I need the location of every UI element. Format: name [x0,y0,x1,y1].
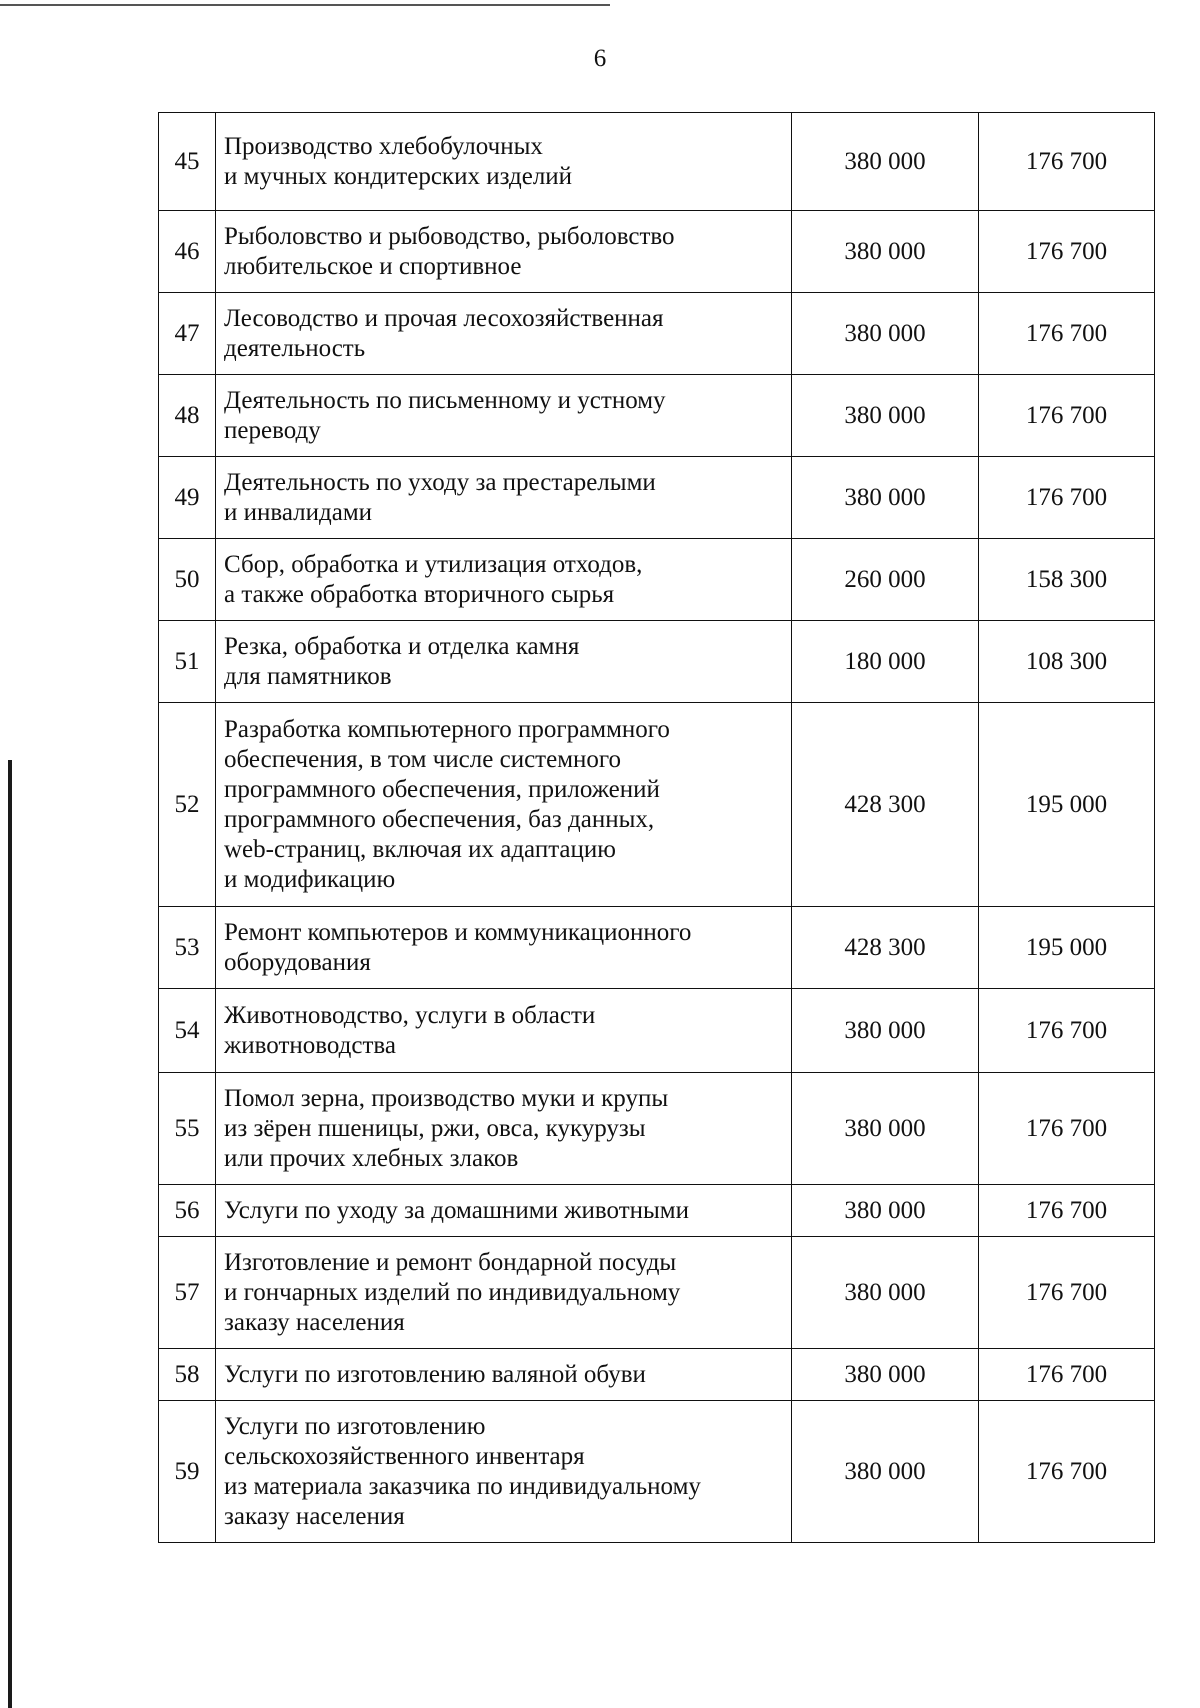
table-row [159,1401,1155,1543]
value-column-2: 176 700 [979,293,1155,375]
value-column-2: 176 700 [979,211,1155,293]
activity-name: Услуги по изготовлению валяной обуви [216,1349,792,1401]
page-number: 6 [593,45,607,72]
activity-name: Животноводство, услуги в области животноводства [216,989,792,1073]
value-column-1: 380 000 [792,989,979,1073]
value-column-2: 176 700 [979,457,1155,539]
row-number: 48 [159,375,216,457]
tariff-table [158,112,1155,1543]
value-column-1: 380 000 [792,1237,979,1349]
value-column-2: 176 700 [979,1073,1155,1185]
table-row [159,539,1155,621]
row-number: 58 [159,1349,216,1401]
value-column-2: 195 000 [979,907,1155,989]
value-column-2: 176 700 [979,375,1155,457]
table-row [159,1185,1155,1237]
value-column-2: 195 000 [979,703,1155,907]
value-column-1: 380 000 [792,293,979,375]
activity-name: Помол зерна, производство муки и крупы из зёрен пшеницы, ржи, овса, кукурузы или прочих хлебных злаков [216,1073,792,1185]
table-row [159,703,1155,907]
table-row [159,457,1155,539]
row-number: 55 [159,1073,216,1185]
value-column-2: 176 700 [979,1401,1155,1543]
value-column-1: 380 000 [792,375,979,457]
row-number: 50 [159,539,216,621]
activity-name: Услуги по уходу за домашними животными [216,1185,792,1237]
value-column-2: 108 300 [979,621,1155,703]
row-number: 53 [159,907,216,989]
table-row [159,1073,1155,1185]
value-column-1: 380 000 [792,1073,979,1185]
value-column-1: 380 000 [792,1185,979,1237]
table-row [159,211,1155,293]
value-column-1: 380 000 [792,1349,979,1401]
row-number: 59 [159,1401,216,1543]
value-column-2: 158 300 [979,539,1155,621]
table-row [159,989,1155,1073]
value-column-1: 428 300 [792,703,979,907]
table-row [159,907,1155,989]
activity-name: Разработка компьютерного программного обеспечения, в том числе системного программного обеспечения, приложений программного обеспечения, баз данных, web-страниц, включая их адаптацию и модификацию [216,703,792,907]
activity-name: Ремонт компьютеров и коммуникационного оборудования [216,907,792,989]
row-number: 46 [159,211,216,293]
value-column-2: 176 700 [979,1349,1155,1401]
activity-name: Услуги по изготовлению сельскохозяйственного инвентаря из материала заказчика по индивидуальному заказу населения [216,1401,792,1543]
table-row [159,293,1155,375]
value-column-1: 428 300 [792,907,979,989]
row-number: 51 [159,621,216,703]
value-column-2: 176 700 [979,1237,1155,1349]
value-column-1: 380 000 [792,211,979,293]
row-number: 47 [159,293,216,375]
value-column-1: 260 000 [792,539,979,621]
scan-left-edge [8,760,12,1708]
activity-name: Рыболовство и рыбоводство, рыболовство любительское и спортивное [216,211,792,293]
row-number: 49 [159,457,216,539]
value-column-2: 176 700 [979,1185,1155,1237]
row-number: 45 [159,113,216,211]
value-column-1: 180 000 [792,621,979,703]
value-column-1: 380 000 [792,113,979,211]
table-row [159,1349,1155,1401]
row-number: 56 [159,1185,216,1237]
row-number: 52 [159,703,216,907]
value-column-1: 380 000 [792,1401,979,1543]
activity-name: Сбор, обработка и утилизация отходов, а также обработка вторичного сырья [216,539,792,621]
activity-name: Деятельность по письменному и устному переводу [216,375,792,457]
table-row [159,621,1155,703]
value-column-2: 176 700 [979,989,1155,1073]
scan-top-line [0,4,610,6]
row-number: 54 [159,989,216,1073]
table-row [159,1237,1155,1349]
activity-name: Резка, обработка и отделка камня для памятников [216,621,792,703]
activity-name: Деятельность по уходу за престарелыми и инвалидами [216,457,792,539]
value-column-1: 380 000 [792,457,979,539]
activity-name: Изготовление и ремонт бондарной посуды и гончарных изделий по индивидуальному заказу населения [216,1237,792,1349]
row-number: 57 [159,1237,216,1349]
activity-name: Лесоводство и прочая лесохозяйственная деятельность [216,293,792,375]
table-row [159,375,1155,457]
value-column-2: 176 700 [979,113,1155,211]
activity-name: Производство хлебобулочных и мучных кондитерских изделий [216,113,792,211]
table-row [159,113,1155,211]
